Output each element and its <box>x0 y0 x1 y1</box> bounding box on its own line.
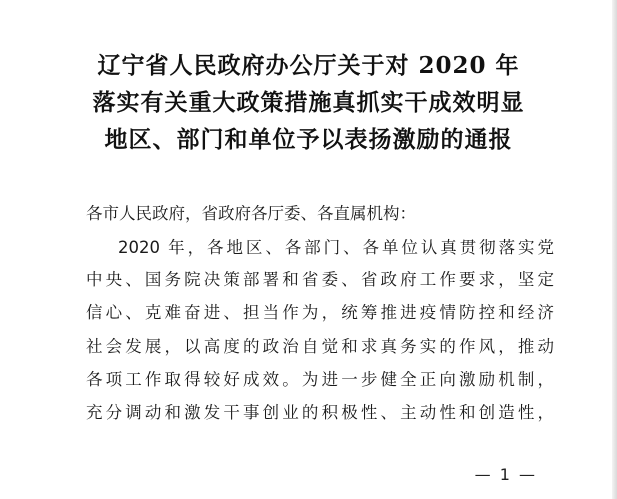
body-line-2: 中央、国务院决策部署和省委、省政府工作要求，坚定 <box>86 270 554 289</box>
body-line-5: 各项工作取得较好成效。为进一步健全正向激励机制， <box>86 370 554 389</box>
page-number: — 1 — <box>474 465 537 484</box>
document-title-line-1: 辽宁省人民政府办公厅关于对 2020 年 <box>97 52 520 79</box>
document-title-line-3: 地区、部门和单位予以表扬激励的通报 <box>104 126 513 153</box>
body-line-1: 2020 年，各地区、各部门、各单位认真贯彻落实党 <box>118 238 554 257</box>
salutation: 各市人民政府，省政府各厅委、各直属机构： <box>86 204 416 223</box>
body-line-3: 信心、克难奋进、担当作为，统筹推进疫情防控和经济 <box>86 303 554 322</box>
document-title-line-2: 落实有关重大政策措施真抓实干成效明显 <box>92 89 525 116</box>
body-line-6: 充分调动和激发干事创业的积极性、主动性和创造性， <box>86 403 554 422</box>
body-line-4: 社会发展，以高度的政治自觉和求真务实的作风，推动 <box>86 337 554 356</box>
